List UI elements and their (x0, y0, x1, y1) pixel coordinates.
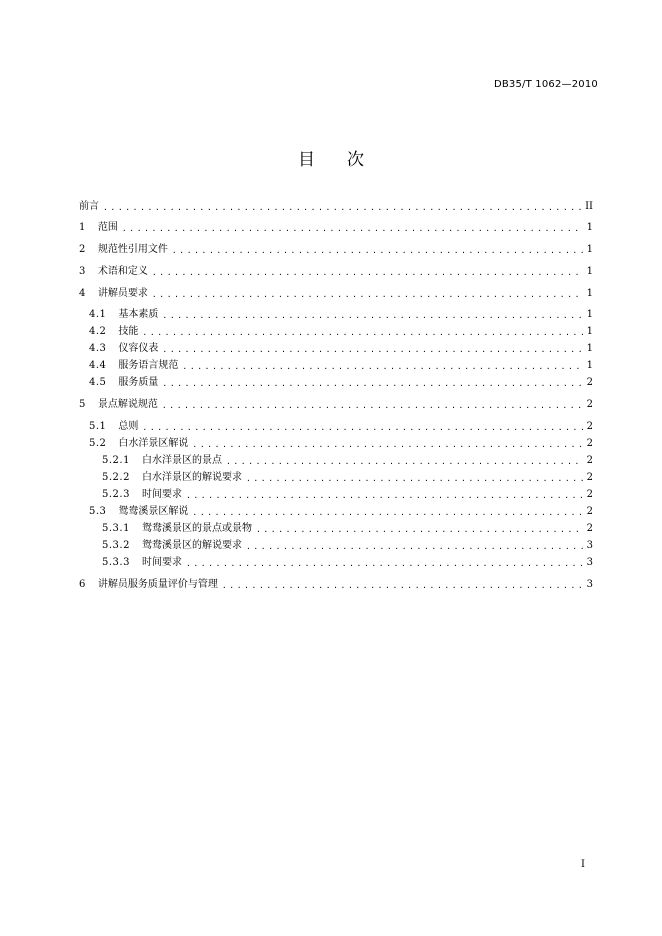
toc-entry-label: 时间要求 (141, 557, 182, 568)
toc-entry-number: 5.3.3 (102, 557, 130, 568)
toc-entry-number: 4.4 (89, 360, 107, 371)
toc-entry-page: 2 (586, 489, 593, 500)
toc-leader-dots (222, 579, 583, 593)
toc-entry-page: 1 (586, 343, 593, 354)
toc-entry-5-2-3[interactable] (102, 487, 593, 503)
toc-leader-dots (162, 343, 582, 357)
toc-entry-label: 鸳鸯溪景区的景点或景物 (141, 523, 252, 534)
toc-entry-label: 范围 (97, 222, 118, 233)
toc-leader-dots (152, 288, 583, 302)
toc-leader-dots (122, 222, 583, 236)
toc-entry-5-3-3[interactable] (102, 555, 593, 571)
toc-entry-5-3-2[interactable] (102, 538, 593, 554)
toc-entry-4-2[interactable] (89, 324, 593, 340)
toc-entry-page: 1 (586, 266, 593, 277)
toc-leader-dots (246, 472, 583, 486)
toc-entry-page: 2 (586, 523, 593, 534)
toc-entry-5-3-1[interactable] (102, 521, 593, 537)
toc-entry-label: 仪容仪表 (118, 343, 159, 354)
toc-entry-page: 3 (586, 557, 593, 568)
toc-entry-3[interactable] (79, 264, 593, 280)
toc-entry-label: 讲解员要求 (97, 288, 148, 299)
toc-entry-number: 5.2.1 (102, 455, 130, 466)
toc-leader-dots (182, 360, 582, 374)
toc-entry-page: 2 (586, 421, 593, 432)
toc-entry-number: 4.1 (89, 309, 107, 320)
toc-leader-dots (256, 523, 583, 537)
toc-entry-number: 6 (79, 579, 86, 590)
toc-leader-dots (186, 489, 583, 503)
toc-entry-label: 前言 (79, 201, 99, 212)
toc-entry-number: 5.3.1 (102, 523, 130, 534)
toc-entry-4-3[interactable] (89, 341, 593, 357)
toc-entry-page: 2 (586, 455, 593, 466)
toc-entry-2[interactable] (79, 242, 593, 258)
toc-entry-page: 1 (586, 360, 593, 371)
toc-entry-number: 4.2 (89, 326, 107, 337)
toc-leader-dots (192, 438, 582, 452)
toc-entry-number: 4.3 (89, 343, 107, 354)
toc-entry-page: 3 (586, 579, 593, 590)
toc-entry-5-2[interactable] (89, 436, 593, 452)
toc-title: 目次 (298, 150, 396, 170)
toc-entry-label: 服务质量 (118, 377, 159, 388)
toc-entry-page: 2 (586, 377, 593, 388)
toc-entry-label: 景点解说规范 (97, 399, 158, 410)
toc-entry-number: 5.1 (89, 421, 107, 432)
toc-entry-page: 2 (586, 506, 593, 517)
toc-entry-number: 4 (79, 288, 86, 299)
toc-entry-page: 1 (586, 309, 593, 320)
toc-entry-page: 3 (586, 540, 593, 551)
toc-entry-number: 5.2 (89, 438, 107, 449)
toc-entry-number: 4.5 (89, 377, 107, 388)
toc-entry-4-5[interactable] (89, 375, 593, 391)
toc-entry-number: 3 (79, 266, 86, 277)
toc-entry-4-4[interactable] (89, 358, 593, 374)
toc-entry-page: 2 (586, 399, 593, 410)
toc-entry-4-1[interactable] (89, 307, 593, 323)
toc-leader-dots (162, 377, 582, 391)
toc-entry-number: 5.3 (89, 506, 107, 517)
page-number: I (581, 859, 585, 870)
toc-leader-dots (103, 201, 581, 215)
toc-entry-5[interactable] (79, 397, 593, 413)
toc-entry-page: 1 (586, 222, 593, 233)
toc-leader-dots (172, 244, 583, 258)
toc-entry-number: 5 (79, 399, 86, 410)
toc-entry-number: 5.3.2 (102, 540, 130, 551)
toc-entry-label: 基本素质 (118, 309, 159, 320)
toc-entry-4[interactable] (79, 286, 593, 302)
toc-entry-label: 总则 (118, 421, 139, 432)
toc-entry-label: 术语和定义 (97, 266, 148, 277)
toc-entry-foreword[interactable] (79, 199, 593, 215)
toc-leader-dots (226, 455, 583, 469)
toc-entry-label: 规范性引用文件 (97, 244, 168, 255)
toc-entry-6[interactable] (79, 577, 593, 593)
toc-entry-label: 白水洋景区的解说要求 (141, 472, 242, 483)
toc-leader-dots (186, 557, 583, 571)
toc-entry-page: 2 (586, 438, 593, 449)
toc-entry-page: 2 (586, 472, 593, 483)
toc-entry-number: 5.2.2 (102, 472, 130, 483)
toc-entry-page: 1 (586, 244, 593, 255)
toc-entry-label: 时间要求 (141, 489, 182, 500)
toc-entry-label: 服务语言规范 (118, 360, 179, 371)
toc-entry-label: 讲解员服务质量评价与管理 (97, 579, 218, 590)
toc-entry-1[interactable] (79, 220, 593, 236)
toc-entry-5-3[interactable] (89, 504, 593, 520)
toc-entry-5-2-1[interactable] (102, 453, 593, 469)
toc-entry-label: 鸳鸯溪景区的解说要求 (141, 540, 242, 551)
toc-entry-5-2-2[interactable] (102, 470, 593, 486)
toc-entry-label: 鸳鸯溪景区解说 (118, 506, 189, 517)
toc-entry-page: 1 (586, 326, 593, 337)
toc-leader-dots (246, 540, 583, 554)
document-code: DB35/T 1062—2010 (493, 79, 598, 90)
toc-entry-number: 2 (79, 244, 86, 255)
toc-entry-label: 技能 (118, 326, 139, 337)
toc-entry-number: 5.2.3 (102, 489, 130, 500)
toc-leader-dots (142, 326, 582, 340)
toc-entry-label: 白水洋景区解说 (118, 438, 189, 449)
toc-entry-page: 1 (586, 288, 593, 299)
toc-entry-label: 白水洋景区的景点 (141, 455, 222, 466)
toc-entry-5-1[interactable] (89, 419, 593, 435)
toc-leader-dots (162, 309, 582, 323)
toc-entry-number: 1 (79, 222, 86, 233)
toc-leader-dots (162, 399, 583, 413)
toc-leader-dots (192, 506, 582, 520)
toc-leader-dots (152, 266, 583, 280)
toc-entry-page: II (585, 201, 593, 212)
toc-leader-dots (142, 421, 582, 435)
